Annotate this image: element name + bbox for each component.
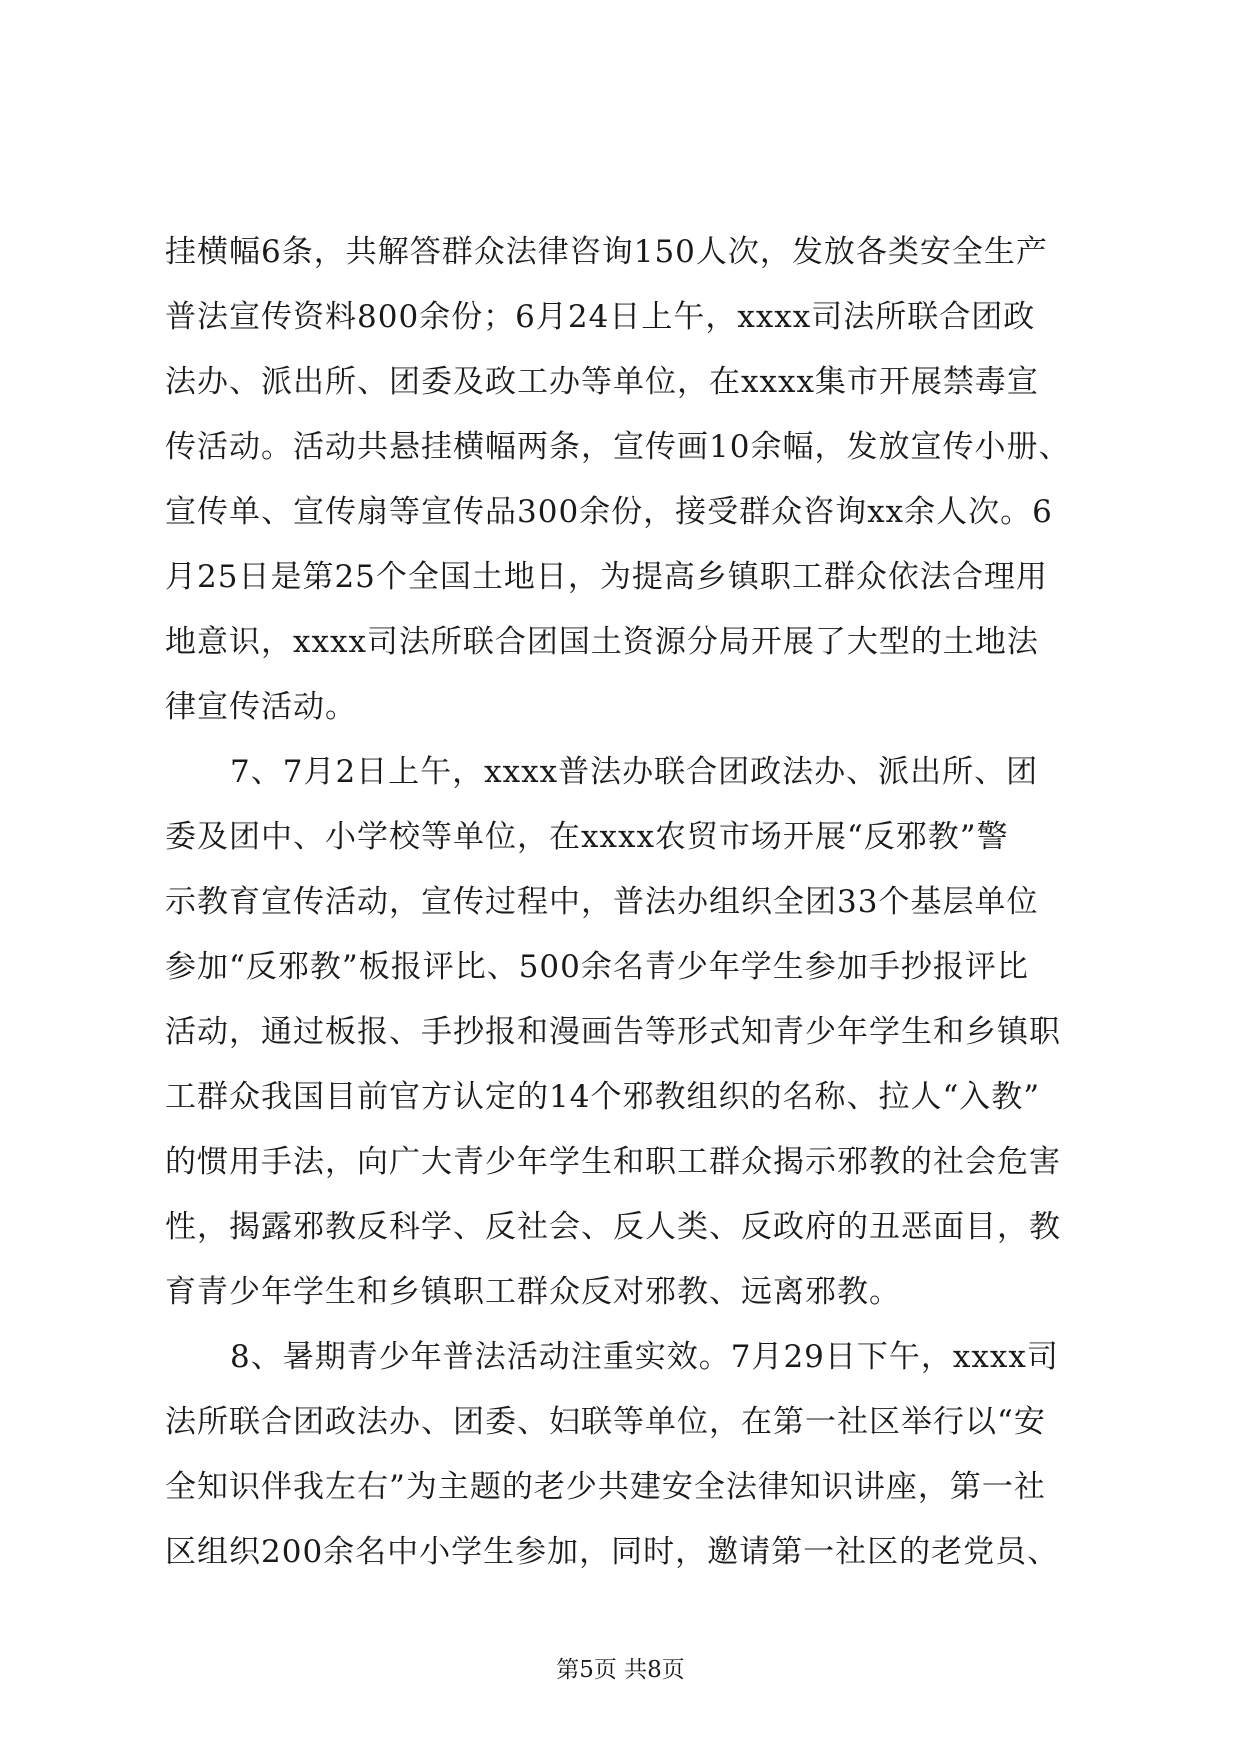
text-line: 宣传单、宣传扇等宣传品300余份，接受群众咨询xx余人次。6 xyxy=(165,494,1053,530)
text-line: 传活动。活动共悬挂横幅两条，宣传画10余幅，发放宣传小册、 xyxy=(165,429,1071,465)
text-line: 委及团中、小学校等单位，在xxxx农贸市场开展“反邪教”警 xyxy=(165,819,1009,855)
text-line: 区组织200余名中小学生参加，同时，邀请第一社区的老党员、 xyxy=(165,1534,1060,1570)
text-line: 活动，通过板报、手抄报和漫画告等形式知青少年学生和乡镇职 xyxy=(165,1014,1061,1050)
text-line: 律宣传活动。 xyxy=(165,689,357,725)
text-line: 普法宣传资料800余份；6月24日上午，xxxx司法所联合团政 xyxy=(165,299,1036,335)
paragraph-7-start: 7、7月2日上午，xxxx普法办联合团政法办、派出所、团 xyxy=(230,754,1039,790)
text-line: 地意识，xxxx司法所联合团国土资源分局开展了大型的土地法 xyxy=(165,624,1039,660)
text-line: 示教育宣传活动，宣传过程中，普法办组织全团33个基层单位 xyxy=(165,884,1039,920)
text-line: 法所联合团政法办、团委、妇联等单位，在第一社区举行以“安 xyxy=(165,1404,1046,1440)
paragraph-8-start: 8、暑期青少年普法活动注重实效。7月29日下午，xxxx司 xyxy=(230,1339,1059,1375)
page-footer xyxy=(0,1655,1241,1685)
body-text xyxy=(165,220,1085,1585)
text-line: 的惯用手法，向广大青少年学生和职工群众揭示邪教的社会危害 xyxy=(165,1144,1061,1180)
page-number: 第5页 共8页 xyxy=(556,1657,685,1683)
text-line: 全知识伴我左右”为主题的老少共建安全法律知识讲座，第一社 xyxy=(165,1469,1046,1505)
text-line: 挂横幅6条，共解答群众法律咨询150人次，发放各类安全生产 xyxy=(165,234,1048,270)
text-line: 参加“反邪教”板报评比、500余名青少年学生参加手抄报评比 xyxy=(165,949,1029,985)
text-line: 法办、派出所、团委及政工办等单位，在xxxx集市开展禁毒宣 xyxy=(165,364,1039,400)
text-line: 月25日是第25个全国土地日，为提高乡镇职工群众依法合理用 xyxy=(165,559,1048,595)
text-line: 性，揭露邪教反科学、反社会、反人类、反政府的丑恶面目，教 xyxy=(165,1209,1061,1245)
text-line: 工群众我国目前官方认定的14个邪教组织的名称、拉人“入教” xyxy=(165,1079,1041,1115)
text-line: 育青少年学生和乡镇职工群众反对邪教、远离邪教。 xyxy=(165,1274,901,1310)
